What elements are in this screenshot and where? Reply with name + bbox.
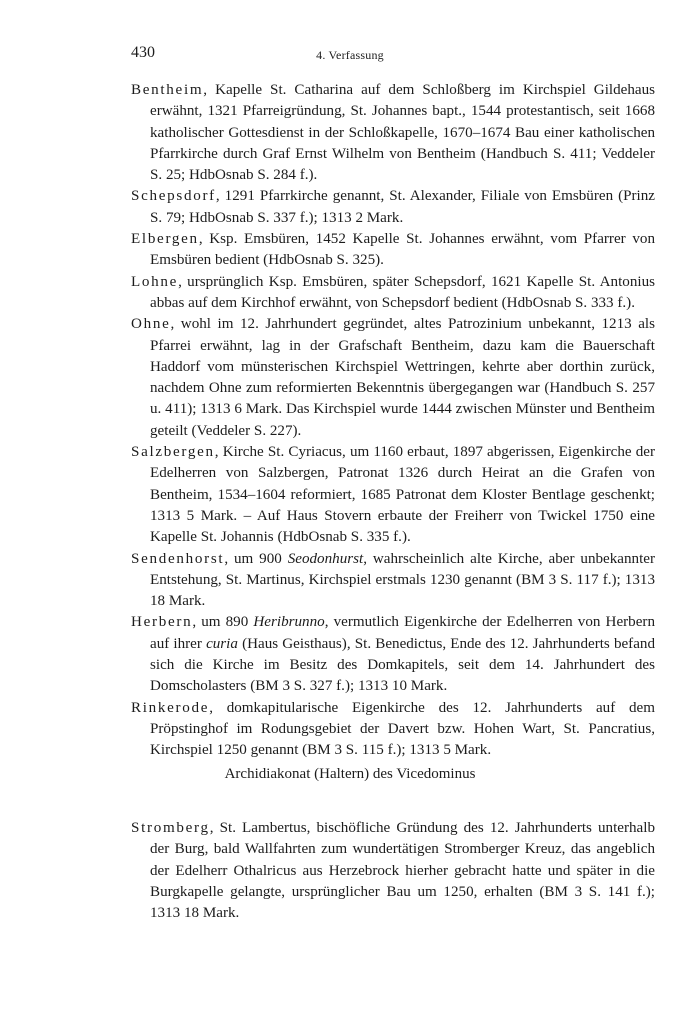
entry-lohne: [131, 272, 655, 315]
place-name: Schepsdorf: [131, 188, 216, 205]
entry-text: (Haus Geisthaus), St. Benedictus, Ende des 12. Jahrhunderts befand sich die Kirche im Besitz des Domkapitels, seit dem 14. Jahrhundert des Domscholasters (BM 3 S. 327 f.); 1313 10 Mark.: [150, 635, 656, 695]
entry-text-before: , um 890: [192, 614, 254, 631]
entry-list: [131, 80, 655, 762]
entry-text-mid: , vermutlich Eigenkirche der Edelherren von Herbern auf ihrer: [150, 614, 655, 652]
place-name: Stromberg: [131, 820, 210, 836]
page-number: 430: [131, 44, 155, 61]
entry-text: , Kapelle St. Catharina auf dem Schloßberg im Kirchspiel Gildehaus erwähnt, 1321 Pfarreigründung, St. Johannes bapt., 1544 protestantisch, seit 1668 katholischer Gottesdienst in der Schloßkapelle, 1670–1674 Bau einer katholischen Pfarrkirche durch Graf Ernst Wilhelm von Bentheim (Handbuch S. 411; Veddeler S. 25; HdbOsnab S. 284 f.).: [150, 82, 655, 184]
entry-text: , wahrscheinlich alte Kirche, aber unbekannter Entstehung, St. Martinus, Kirchspiel erstmals 1230 genannt (BM 3 S. 117 f.); 1313 18 Mark.: [150, 550, 655, 610]
place-name: Sendenhorst: [131, 550, 225, 567]
entry-schepsdorf: [131, 186, 655, 229]
italic-term: curia: [206, 635, 238, 652]
place-name: Bentheim: [131, 82, 204, 98]
entry-text-before: , um 900: [224, 550, 288, 567]
entry-text: , domkapitularische Eigenkirche des 12. Jahrhunderts auf dem Pröpstinghof im Rodungsgebiet der Davert bzw. Hohen Wart, St. Pancratius, Kirchspiel 1250 genannt (BM 3 S. 115 f.); 1313 5 Mark.: [150, 699, 655, 759]
place-name: Rinkerode: [131, 699, 210, 716]
entry-bentheim: [131, 80, 655, 186]
place-name: Elbergen: [131, 231, 199, 248]
place-name: Salzbergen: [131, 444, 215, 461]
entry-rinkerode: [131, 698, 655, 762]
entry-text: , Ksp. Emsbüren, 1452 Kapelle St. Johannes erwähnt, vom Pfarrer von Emsbüren bedient (HdbOsnab S. 325).: [150, 231, 655, 269]
entry-stromberg: [131, 818, 655, 924]
place-name: Lohne: [131, 273, 179, 290]
place-name: Herbern: [131, 614, 193, 631]
entry-elbergen: [131, 229, 655, 272]
section-heading: Archidiakonat (Haltern) des Vicedominus: [224, 766, 476, 782]
entry-text: , ursprünglich Ksp. Emsbüren, später Schepsdorf, 1621 Kapelle St. Antonius abbas auf dem Kirchhof erwähnt, von Schepsdorf bedient (HdbOsnab S. 333 f.).: [150, 273, 655, 311]
entry-text: , 1291 Pfarrkirche genannt, St. Alexander, Filiale von Emsbüren (Prinz S. 79; HdbOsnab S. 337 f.); 1313 2 Mark.: [150, 188, 655, 226]
place-name: Ohne: [131, 316, 171, 333]
entry-ohne: [131, 314, 655, 442]
entry-text: , wohl im 12. Jahrhundert gegründet, altes Patrozinium unbekannt, 1213 als Pfarrei erwähnt, lag in der Grafschaft Bentheim, dazu kam die Bauerschaft Haddorf vom münsterischen Kirchspiel Wettringen, kehrte aber dorthin zurück, nachdem Ohne zum reformierten Bekenntnis übergegangen war (Handbuch S. 257 u. 411); 1313 6 Mark. Das Kirchspiel wurde 1444 zwischen Münster und Bentheim geteilt (Veddeler S. 227).: [150, 316, 655, 439]
section-entry-list: [131, 818, 655, 924]
entry-herbern: [131, 612, 655, 697]
entry-text: , Kirche St. Cyriacus, um 1160 erbaut, 1897 abgerissen, Eigenkirche der Edelherren von Salzbergen, Patronat 1326 durch Heirat an die Grafen von Bentheim, 1534–1604 reformiert, 1685 Patronat dem Kloster Bentlage geschenkt; 1313 5 Mark. – Auf Haus Stovern erbaute der Freiherr von Twickel 1750 eine Kapelle St. Johannis (HdbOsnab S. 335 f.).: [150, 444, 655, 546]
entry-sendenhorst: [131, 549, 655, 613]
entry-text: , St. Lambertus, bischöfliche Gründung des 12. Jahrhunderts unterhalb der Burg, bald Wallfahrten zum wundertätigen Stromberger Kreuz, das angeblich der Edelherr Othalricus aus Herzebrock hierher gebracht hatte und später in die Burgkapelle gelangte, ursprünglicher Bau um 1250, erhalten (BM 3 S. 141 f.); 1313 18 Mark.: [150, 820, 655, 922]
entry-salzbergen: [131, 442, 655, 548]
running-head: 4. Verfassung: [316, 48, 384, 62]
italic-name: Seodonhurst: [287, 550, 364, 567]
italic-name: Heribrunno: [253, 614, 325, 631]
